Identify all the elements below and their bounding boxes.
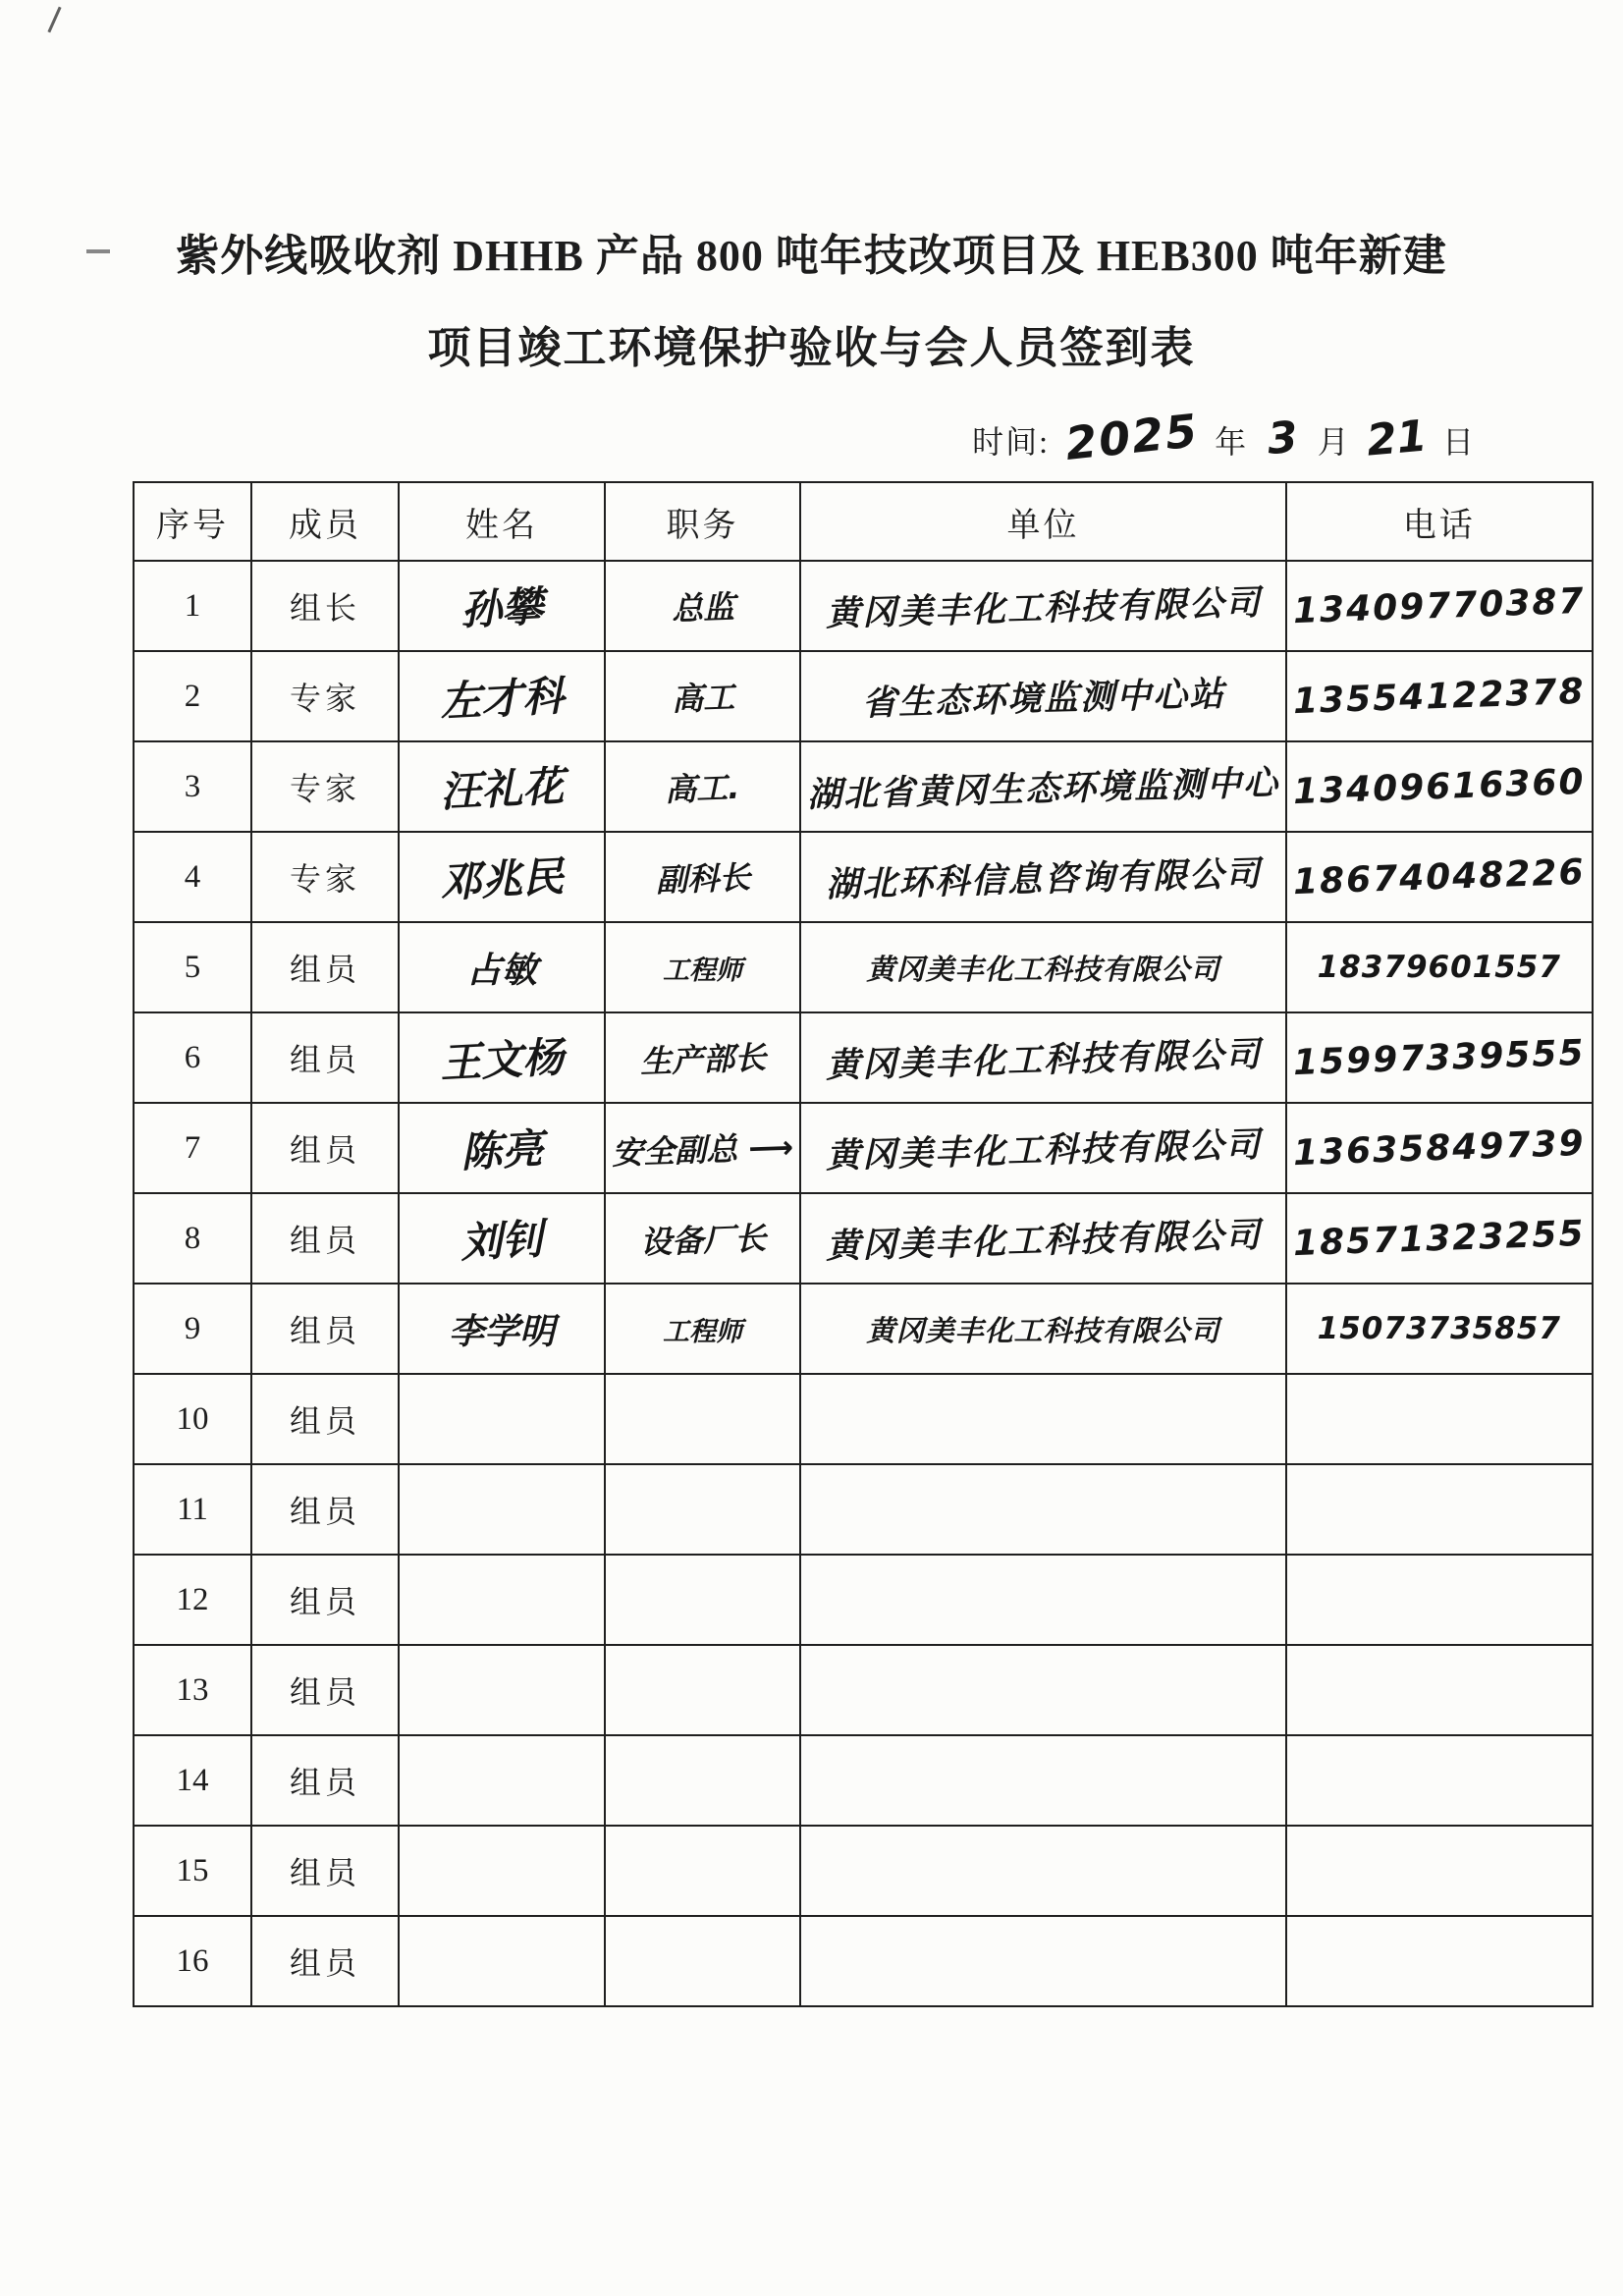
header-unit: 单位 <box>800 482 1286 561</box>
cell-name-signature: 邓兆民 <box>399 832 605 922</box>
day-unit-label: 日 <box>1441 424 1476 460</box>
header-phone: 电话 <box>1286 482 1593 561</box>
table-row <box>134 1464 1593 1555</box>
cell-name-signature: 陈亮 <box>399 1103 605 1193</box>
cell-unit <box>800 1645 1286 1735</box>
cell-unit <box>800 1374 1286 1464</box>
header-member-role: 成员 <box>251 482 399 561</box>
scan-artifact-mark <box>47 7 61 33</box>
cell-phone: 15997339555 <box>1286 1012 1593 1103</box>
cell-name-signature <box>399 1464 605 1555</box>
cell-position <box>605 1645 800 1735</box>
cell-member-role: 专家 <box>251 741 399 832</box>
header-serial-number: 序号 <box>134 482 251 561</box>
cell-name-signature <box>399 1374 605 1464</box>
table-row <box>134 1374 1593 1464</box>
cell-position: 工程师 <box>605 1284 800 1374</box>
cell-unit: 黄冈美丰化工科技有限公司 <box>800 1193 1286 1284</box>
table-row <box>134 1193 1593 1284</box>
cell-serial-number: 1 <box>134 561 251 651</box>
cell-member-role: 专家 <box>251 651 399 741</box>
cell-phone: 18379601557 <box>1286 922 1593 1012</box>
table-row <box>134 922 1593 1012</box>
handwritten-year: 2025 <box>1062 404 1202 470</box>
cell-unit: 黄冈美丰化工科技有限公司 <box>800 1012 1286 1103</box>
cell-serial-number: 10 <box>134 1374 251 1464</box>
cell-phone <box>1286 1645 1593 1735</box>
cell-unit <box>800 1464 1286 1555</box>
cell-phone: 15073735857 <box>1286 1284 1593 1374</box>
cell-serial-number: 6 <box>134 1012 251 1103</box>
header-name: 姓名 <box>399 482 605 561</box>
cell-unit <box>800 1735 1286 1826</box>
cell-position: 生产部长 <box>605 1012 800 1103</box>
cell-phone: 13635849739 <box>1286 1103 1593 1193</box>
cell-serial-number: 16 <box>134 1916 251 2006</box>
table-row <box>134 741 1593 832</box>
cell-phone: 13409616360 <box>1286 741 1593 832</box>
table-row <box>134 1103 1593 1193</box>
cell-name-signature: 李学明 <box>399 1284 605 1374</box>
cell-member-role: 组员 <box>251 1735 399 1826</box>
handwritten-month: 3 <box>1266 411 1300 465</box>
cell-position <box>605 1374 800 1464</box>
cell-name-signature: 汪礼花 <box>399 741 605 832</box>
cell-member-role: 专家 <box>251 832 399 922</box>
document-title-line1: 紫外线吸收剂 DHHB 产品 800 吨年技改项目及 HEB300 吨年新建 <box>176 232 1447 280</box>
cell-phone: 13554122378 <box>1286 651 1593 741</box>
table-row <box>134 1645 1593 1735</box>
cell-member-role: 组员 <box>251 1284 399 1374</box>
time-label: 时间: <box>972 424 1051 460</box>
cell-member-role: 组员 <box>251 1193 399 1284</box>
cell-position: 设备厂长 <box>605 1193 800 1284</box>
cell-phone <box>1286 1735 1593 1826</box>
table-row <box>134 651 1593 741</box>
cell-name-signature: 占敏 <box>399 922 605 1012</box>
cell-serial-number: 4 <box>134 832 251 922</box>
cell-name-signature <box>399 1735 605 1826</box>
cell-name-signature: 刘钊 <box>399 1193 605 1284</box>
cell-unit <box>800 1916 1286 2006</box>
cell-serial-number: 7 <box>134 1103 251 1193</box>
document-title-line2: 项目竣工环境保护验收与会人员签到表 <box>427 324 1196 372</box>
cell-member-role: 组员 <box>251 922 399 1012</box>
cell-name-signature: 王文杨 <box>399 1012 605 1103</box>
meeting-date-line <box>972 404 1476 470</box>
cell-serial-number: 13 <box>134 1645 251 1735</box>
cell-phone <box>1286 1555 1593 1645</box>
cell-phone <box>1286 1464 1593 1555</box>
cell-position: 安全副总 ⟶ <box>605 1103 800 1193</box>
cell-position: 高工 <box>605 651 800 741</box>
cell-member-role: 组长 <box>251 561 399 651</box>
cell-name-signature <box>399 1916 605 2006</box>
cell-serial-number: 15 <box>134 1826 251 1916</box>
cell-member-role: 组员 <box>251 1645 399 1735</box>
cell-phone: 18674048226 <box>1286 832 1593 922</box>
cell-unit: 黄冈美丰化工科技有限公司 <box>800 1284 1286 1374</box>
cell-unit: 湖北环科信息咨询有限公司 <box>800 832 1286 922</box>
cell-member-role: 组员 <box>251 1826 399 1916</box>
cell-unit: 湖北省黄冈生态环境监测中心 <box>800 741 1286 832</box>
cell-serial-number: 14 <box>134 1735 251 1826</box>
cell-unit: 省生态环境监测中心站 <box>800 651 1286 741</box>
cell-name-signature <box>399 1645 605 1735</box>
table-row <box>134 1916 1593 2006</box>
table-row <box>134 832 1593 922</box>
table-row <box>134 561 1593 651</box>
cell-name-signature <box>399 1555 605 1645</box>
cell-position <box>605 1826 800 1916</box>
cell-member-role: 组员 <box>251 1012 399 1103</box>
cell-position <box>605 1555 800 1645</box>
cell-serial-number: 12 <box>134 1555 251 1645</box>
cell-unit: 黄冈美丰化工科技有限公司 <box>800 1103 1286 1193</box>
table-row <box>134 1284 1593 1374</box>
cell-unit <box>800 1555 1286 1645</box>
attendee-sign-in-table <box>133 481 1594 2007</box>
cell-phone: 13409770387 <box>1286 561 1593 651</box>
cell-phone: 18571323255 <box>1286 1193 1593 1284</box>
cell-serial-number: 2 <box>134 651 251 741</box>
cell-serial-number: 11 <box>134 1464 251 1555</box>
cell-name-signature <box>399 1826 605 1916</box>
table-header-row <box>134 482 1593 561</box>
cell-unit: 黄冈美丰化工科技有限公司 <box>800 561 1286 651</box>
table-row <box>134 1826 1593 1916</box>
cell-phone <box>1286 1916 1593 2006</box>
cell-serial-number: 8 <box>134 1193 251 1284</box>
table-row <box>134 1555 1593 1645</box>
cell-serial-number: 5 <box>134 922 251 1012</box>
header-position: 职务 <box>605 482 800 561</box>
cell-phone <box>1286 1374 1593 1464</box>
cell-serial-number: 9 <box>134 1284 251 1374</box>
month-unit-label: 月 <box>1317 424 1351 460</box>
cell-member-role: 组员 <box>251 1916 399 2006</box>
cell-serial-number: 3 <box>134 741 251 832</box>
cell-phone <box>1286 1826 1593 1916</box>
cell-position <box>605 1735 800 1826</box>
cell-position: 总监 <box>605 561 800 651</box>
cell-position: 副科长 <box>605 832 800 922</box>
table-row <box>134 1012 1593 1103</box>
cell-member-role: 组员 <box>251 1103 399 1193</box>
cell-position: 工程师 <box>605 922 800 1012</box>
cell-position <box>605 1916 800 2006</box>
cell-unit <box>800 1826 1286 1916</box>
year-unit-label: 年 <box>1215 424 1249 460</box>
handwritten-day: 21 <box>1364 410 1430 466</box>
cell-position: 高工. <box>605 741 800 832</box>
cell-member-role: 组员 <box>251 1374 399 1464</box>
cell-member-role: 组员 <box>251 1555 399 1645</box>
cell-member-role: 组员 <box>251 1464 399 1555</box>
table-row <box>134 1735 1593 1826</box>
cell-name-signature: 左才科 <box>399 651 605 741</box>
cell-position <box>605 1464 800 1555</box>
cell-name-signature: 孙攀 <box>399 561 605 651</box>
cell-unit: 黄冈美丰化工科技有限公司 <box>800 922 1286 1012</box>
